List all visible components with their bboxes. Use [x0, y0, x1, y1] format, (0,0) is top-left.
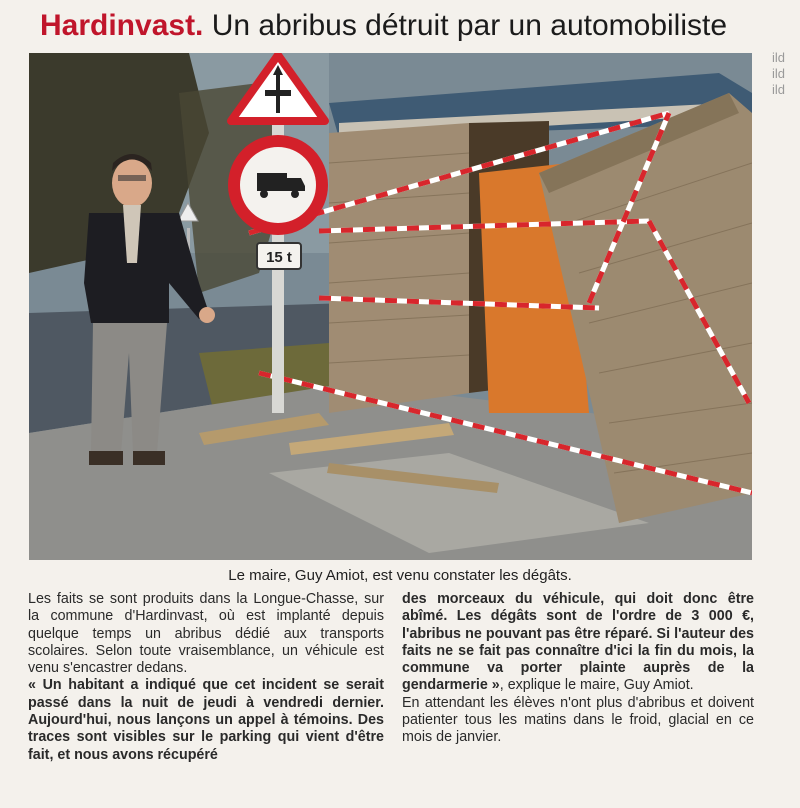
adjacent-article-edge — [772, 50, 800, 98]
article-column-2 — [402, 591, 754, 747]
article-quote-part-1: « Un habitant a indiqué que cet incident se serait passé dans la nuit de jeudi à vendredi dernier. Aujourd'hui, nous lançons un appel à témoins. Des traces sont visibles sur le parking qui vient d'être fait, et nous avons récupéré — [28, 677, 384, 763]
photo-illustration — [29, 53, 752, 560]
article-paragraph-2: En attendant les élèves n'ont plus d'abribus et doivent patienter tous les matins dans le froid, glacial en ce mois de janvier. — [402, 694, 754, 746]
sign-weight-label: 15 t — [266, 249, 292, 266]
edge-fragment: ild — [772, 50, 786, 65]
headline-title: Un abribus détruit par un automobiliste — [211, 9, 728, 42]
article-quote-continuation — [402, 591, 754, 695]
edge-fragment: ild — [772, 66, 786, 81]
article-quote-part-2: des morceaux du véhicule, qui doit donc être abîmé. Les dégâts sont de l'ordre de 3 000 €, l'abribus ne pouvant pas être réparé. Si l'auteur des faits ne se fait pas connaître d'ici la fin du mois, la commune va porter plainte auprès de la gendarmerie » — [402, 591, 754, 694]
headline — [40, 6, 780, 46]
article-column-1 — [28, 591, 384, 764]
photo-caption: Le maire, Guy Amiot, est venu constater les dégâts. — [228, 567, 572, 584]
article-photo — [29, 53, 752, 560]
headline-place: Hardinvast. — [40, 9, 204, 42]
edge-fragment: ild — [772, 82, 786, 97]
article-paragraph-1: Les faits se sont produits dans la Longue-Chasse, sur la commune d'Hardinvast, où est implanté depuis quelque temps un abribus dédié aux transports scolaires. Selon toute vraisemblance, un véhicule est venu s'encastrer dedans. — [28, 591, 384, 677]
article-attribution: , explique le maire, Guy Amiot. — [499, 677, 694, 694]
